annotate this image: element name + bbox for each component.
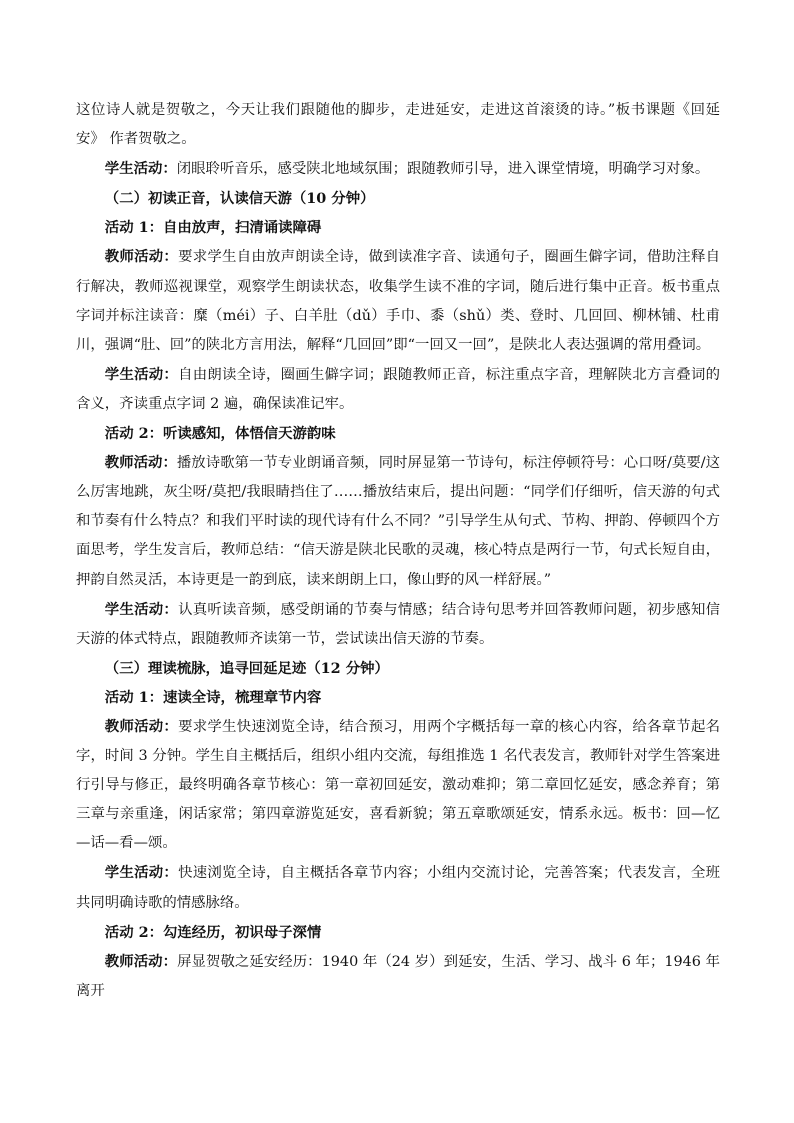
teacher-activity-text: 要求学生快速浏览全诗，结合预习，用两个字概括每一章的核心内容，给各章节起名字，时间 3 分钟。学生自主概括后，组织小组内交流，每组推选 1 名代表发言，教师针对学生答案进行引导与修正，最终明确各章节核心：第一章初回延安，激动难抑；第二章回忆延安，感念养育；第三章与亲重逢，闲话家常；第四章游览延安，喜看新貌；第五章歌颂延安，情系永远。板书：回—忆—话—看—颂。 xyxy=(76,718,720,852)
activity-heading-2-1: 活动 1：自由放声，扫清诵读障碍 xyxy=(104,219,322,237)
teacher-activity-paragraph xyxy=(76,242,720,359)
teacher-activity-label: 教师活动： xyxy=(104,454,177,472)
student-activity-label: 学生活动： xyxy=(104,864,179,882)
teacher-activity-label: 教师活动： xyxy=(104,717,179,735)
student-activity-text: 自由朗读全诗，圈画生僻字词；跟随教师正音，标注重点字音，理解陕北方言叠词的含义，齐读重点字词 2 遍，确保读准记牢。 xyxy=(76,366,720,412)
student-activity-text: 快速浏览全诗，自主概括各章节内容；小组内交流讨论，完善答案；代表发言，全班共同明确诗歌的情感脉络。 xyxy=(76,865,720,911)
student-activity-paragraph xyxy=(76,858,720,917)
teacher-activity-text: 要求学生自由放声朗读全诗，做到读准字音、读通句子，圈画生僻字词，借助注释自行解决，教师巡视课堂，观察学生朗读状态，收集学生读不准的字词，随后进行集中正音。板书重点字词并标注读音：糜（méi）子、白羊肚（dǔ）手巾、黍（shǔ）类、登时、几回回、柳林铺、杜甫川，强调“肚、回”的陕北方言用法，解释“几回回”即“一回又一回”，是陕北人表达强调的常用叠词。 xyxy=(76,249,720,353)
student-activity-label: 学生活动： xyxy=(104,600,179,618)
student-activity-paragraph xyxy=(76,595,720,654)
section-heading-2: （二）初读正音，认读信天游（10 分钟） xyxy=(104,190,375,208)
document-body xyxy=(76,96,720,1006)
teacher-activity-paragraph xyxy=(76,448,720,594)
student-activity-label: 学生活动： xyxy=(104,365,179,383)
student-activity-text: 认真听读音频，感受朗诵的节奏与情感；结合诗句思考并回答教师问题，初步感知信天游的体式特点，跟随教师齐读第一节，尝试读出信天游的节奏。 xyxy=(76,601,720,647)
teacher-activity-paragraph xyxy=(76,947,720,1006)
intro-paragraph: 这位诗人就是贺敬之，今天让我们跟随他的脚步，走进延安，走进这首滚烫的诗。”板书课题《回延安》 作者贺敬之。 xyxy=(76,102,720,148)
activity-heading-3-1: 活动 1：速读全诗，梳理章节内容 xyxy=(104,688,322,706)
student-activity-label: 学生活动： xyxy=(104,160,177,178)
student-activity-paragraph xyxy=(76,154,720,184)
teacher-activity-text: 播放诗歌第一节专业朗诵音频，同时屏显第一节诗句，标注停顿符号：心口呀/莫要/这么厉害地跳，灰尘呀/莫把/我眼睛挡住了……播放结束后，提出问题：“同学们仔细听，信天游的句式和节奏有什么特点？和我们平时读的现代诗有什么不同？”引导学生从句式、节构、押韵、停顿四个方面思考，学生发言后，教师总结：“信天游是陕北民歌的灵魂，核心特点是两行一节，句式长短自由，押韵自然灵活，本诗更是一韵到底，读来朗朗上口，像山野的风一样舒展。” xyxy=(76,455,720,588)
teacher-activity-text: 屏显贺敬之延安经历：1940 年（24 岁）到延安，生活、学习、战斗 6 年；1946 年离开 xyxy=(76,953,720,999)
activity-heading-2-2: 活动 2：听读感知，体悟信天游韵味 xyxy=(104,425,336,443)
teacher-activity-paragraph xyxy=(76,712,720,858)
activity-heading-3-2: 活动 2：勾连经历，初识母子深情 xyxy=(104,923,322,941)
teacher-activity-label: 教师活动： xyxy=(104,248,179,266)
teacher-activity-label: 教师活动： xyxy=(104,952,178,970)
student-activity-text: 闭眼聆听音乐，感受陕北地域氛围；跟随教师引导，进入课堂情境，明确学习对象。 xyxy=(176,161,710,178)
student-activity-paragraph xyxy=(76,360,720,419)
section-heading-3: （三）理读梳脉，追寻回延足迹（12 分钟） xyxy=(104,659,389,677)
